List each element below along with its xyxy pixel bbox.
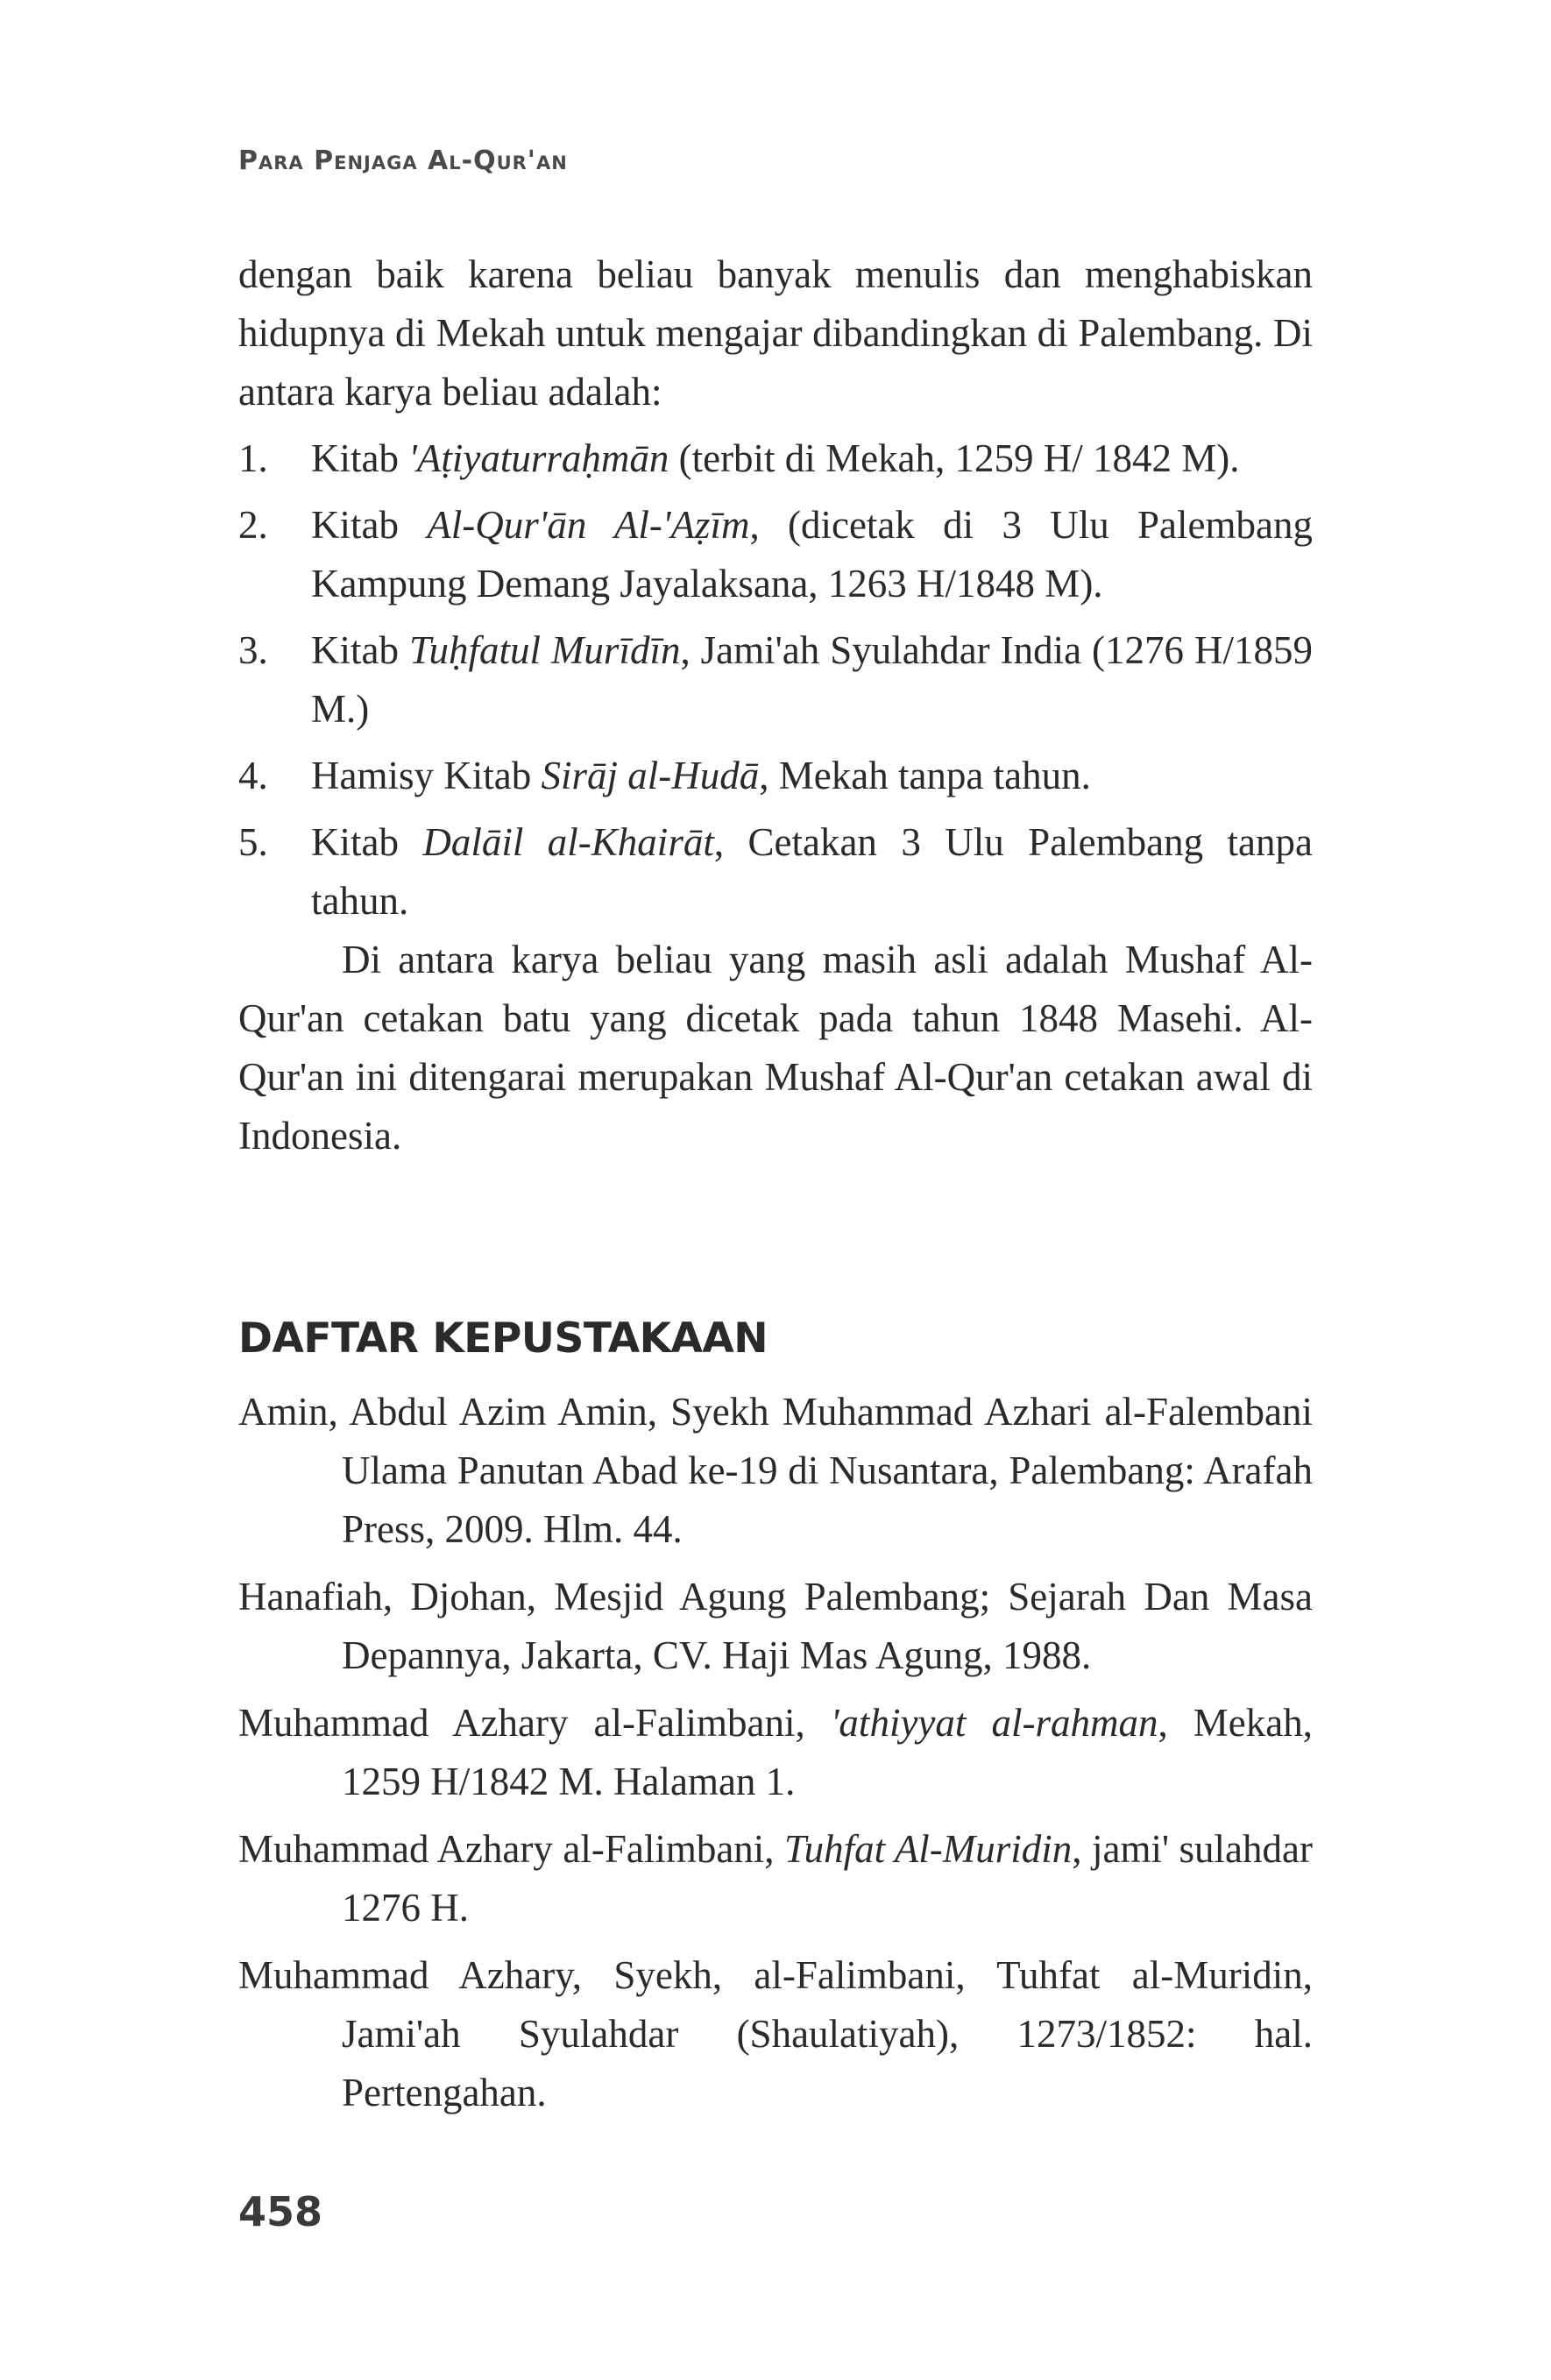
list-item-prefix: Hamisy Kitab: [311, 754, 542, 797]
entry-text: Muhammad Azhary, Syekh, al-Falimbani, Tuhfat al-Muridin, Jami'ah Syulahdar (Shaulatiyah), 1273/1852: hal. Pertengahan.: [238, 1953, 1313, 2114]
list-item-number: 4.: [238, 754, 268, 797]
list-item-number: 1.: [238, 436, 268, 480]
list-item-detail: , Jami'ah Syulahdar India (1276 H/1859 M.): [311, 628, 1313, 731]
list-item-number: 5.: [238, 820, 268, 864]
entry-detail: , jami' sulahdar 1276 H.: [342, 1827, 1313, 1930]
entry-detail: , Mekah, 1259 H/1842 M. Halaman 1.: [342, 1701, 1313, 1803]
list-item-detail: (terbit di Mekah, 1259 H/ 1842 M).: [669, 436, 1240, 480]
bibliography-entry: [238, 1694, 1313, 1811]
list-item: [238, 496, 1313, 613]
bibliography-entry: [238, 1383, 1313, 1559]
list-item-prefix: Kitab: [311, 436, 409, 480]
list-item-title: Al-Qur'ān Al-'Aẓīm: [427, 503, 750, 547]
list-item-number: 2.: [238, 503, 268, 547]
body-text: [238, 245, 1313, 1165]
bibliography-heading: DAFTAR KEPUSTAKAAN: [238, 1314, 768, 1363]
list-item: [238, 747, 1313, 805]
entry-title: 'athiyyat al-rahman: [830, 1701, 1158, 1745]
entry-title: Tuhfat Al-Muridin: [784, 1827, 1073, 1871]
list-item-detail: , (dicetak di 3 Ulu Palembang Kampung Demang Jayalaksana, 1263 H/1848 M).: [311, 503, 1313, 606]
bibliography-entry: [238, 1946, 1313, 2122]
list-item-detail: , Mekah tanpa tahun.: [759, 754, 1091, 797]
bibliography-entry: [238, 1568, 1313, 1685]
page-number: 458: [238, 2188, 323, 2235]
list-item-detail: , Cetakan 3 Ulu Palembang tanpa tahun.: [311, 820, 1313, 923]
intro-paragraph: dengan baik karena beliau banyak menulis dan menghabiskan hidupnya di Mekah untuk mengajar dibandingkan di Palembang. Di antara karya beliau adalah:: [238, 252, 1313, 414]
entry-text: Muhammad Azhary al-Falimbani,: [238, 1827, 785, 1871]
list-item-title: Tuḥfatul Murīdīn: [408, 628, 681, 672]
list-item-title: Sirāj al-Hudā: [541, 754, 760, 797]
list-item-prefix: Kitab: [311, 503, 428, 547]
bibliography-entry: [238, 1820, 1313, 1937]
works-list: [238, 429, 1313, 931]
list-item-prefix: Kitab: [311, 628, 409, 672]
list-item: [238, 429, 1313, 488]
list-item: [238, 813, 1313, 931]
list-item-title: 'Aṭiyaturraḥmān: [408, 436, 669, 480]
bibliography-list: [238, 1383, 1313, 2131]
list-item-prefix: Kitab: [311, 820, 423, 864]
list-item-title: Dalāil al-Khairāt: [422, 820, 714, 864]
entry-text: Muhammad Azhary al-Falimbani,: [238, 1701, 831, 1745]
entry-text: Hanafiah, Djohan, Mesjid Agung Palembang; Sejarah Dan Masa Depannya, Jakarta, CV. Haji Mas Agung, 1988.: [238, 1575, 1313, 1677]
closing-paragraph: Di antara karya beliau yang masih asli adalah Mushaf Al-Qur'an cetakan batu yang dicetak pada tahun 1848 Masehi. Al-Qur'an ini ditengarai merupakan Mushaf Al-Qur'an cetakan awal di Indonesia.: [238, 938, 1313, 1158]
list-item: [238, 621, 1313, 739]
entry-text: Amin, Abdul Azim Amin, Syekh Muhammad Azhari al-Falembani Ulama Panutan Abad ke-19 di Nusantara, Palembang: Arafah Press, 2009. Hlm. 44.: [238, 1390, 1313, 1551]
list-item-number: 3.: [238, 628, 268, 672]
running-title: Para Penjaga Al-Qur'an: [238, 145, 568, 176]
